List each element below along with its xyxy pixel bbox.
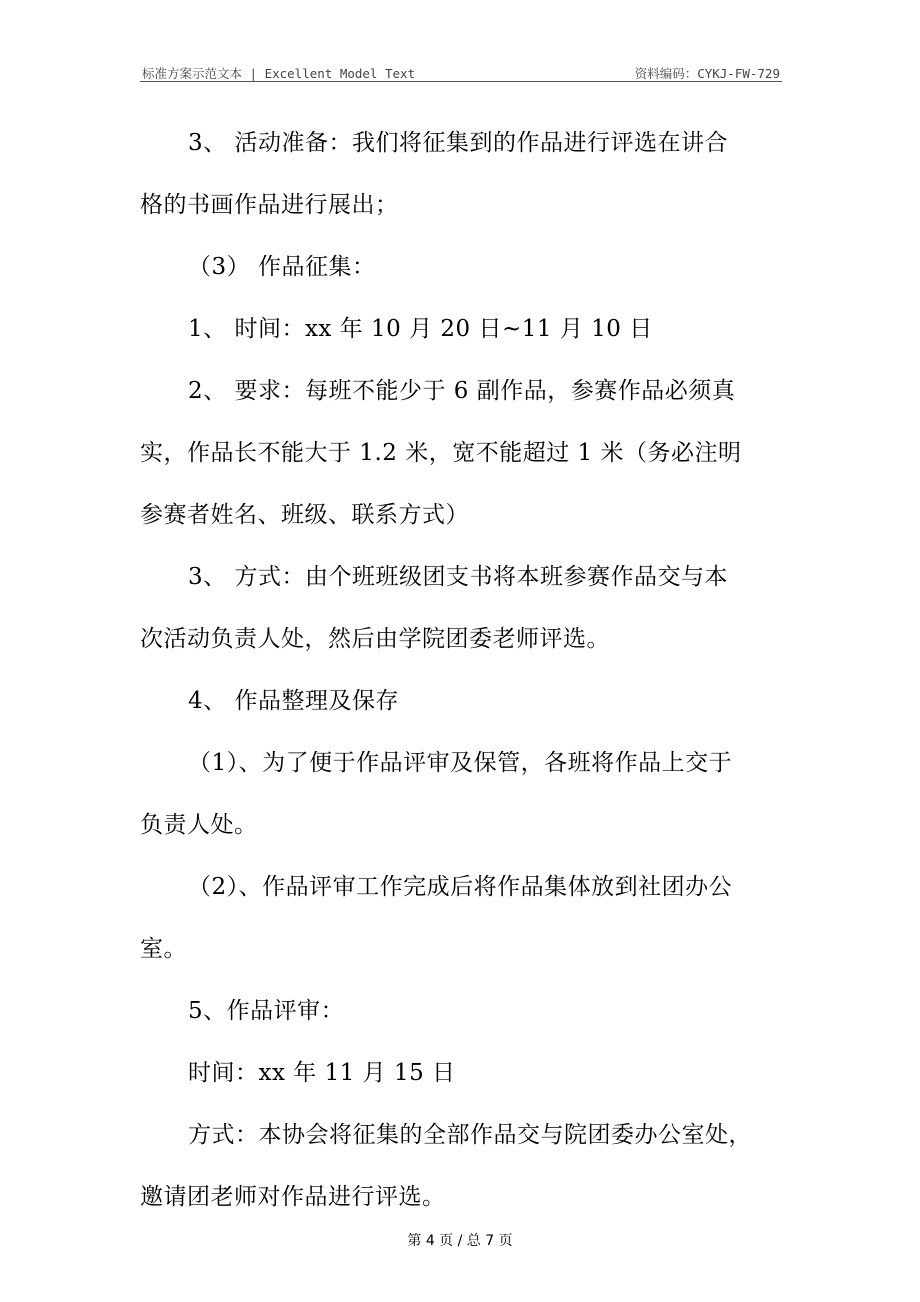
text-line: 4、 作品整理及保存 — [188, 688, 399, 714]
text-line: 3、 方式：由个班班级团支书将本班参赛作品交与本 — [188, 564, 728, 590]
document-body — [140, 112, 782, 1228]
header-doc-code: 资料编码：CYKJ-FW-729 — [634, 66, 780, 81]
text-line: （2）、作品评审工作完成后将作品集体放到社团办公 — [188, 874, 733, 900]
page-header — [140, 62, 782, 82]
text-line: 格的书画作品进行展出； — [140, 192, 399, 218]
header-divider — [140, 81, 782, 82]
text-line: 方式：本协会将征集的全部作品交与院团委办公室处， — [188, 1122, 752, 1148]
text-line: 次活动负责人处，然后由学院团委老师评选。 — [140, 626, 610, 652]
text-line: 负责人处。 — [140, 812, 258, 838]
text-line: 3、 活动准备：我们将征集到的作品进行评选在讲合 — [188, 130, 728, 156]
text-line: （3） 作品征集： — [188, 254, 376, 280]
text-line: 1、 时间：xx 年 10 月 20 日~11 月 10 日 — [188, 316, 653, 342]
text-line: 实，作品长不能大于 1.2 米，宽不能超过 1 米（务必注明 — [140, 440, 742, 466]
text-line: 5、作品评审： — [188, 998, 345, 1024]
text-line: 时间：xx 年 11 月 15 日 — [188, 1060, 456, 1086]
text-line: 2、 要求：每班不能少于 6 副作品，参赛作品必须真 — [188, 378, 736, 404]
header-title: 标准方案示范文本 | Excellent Model Text — [142, 66, 416, 81]
text-line: 参赛者姓名、班级、联系方式） — [140, 502, 469, 528]
text-line: 室。 — [140, 936, 187, 962]
text-line: 邀请团老师对作品进行评选。 — [140, 1184, 446, 1210]
text-line: （1）、为了便于作品评审及保管，各班将作品上交于 — [188, 750, 733, 776]
page-number: 第 4 页 / 总 7 页 — [407, 1233, 513, 1249]
